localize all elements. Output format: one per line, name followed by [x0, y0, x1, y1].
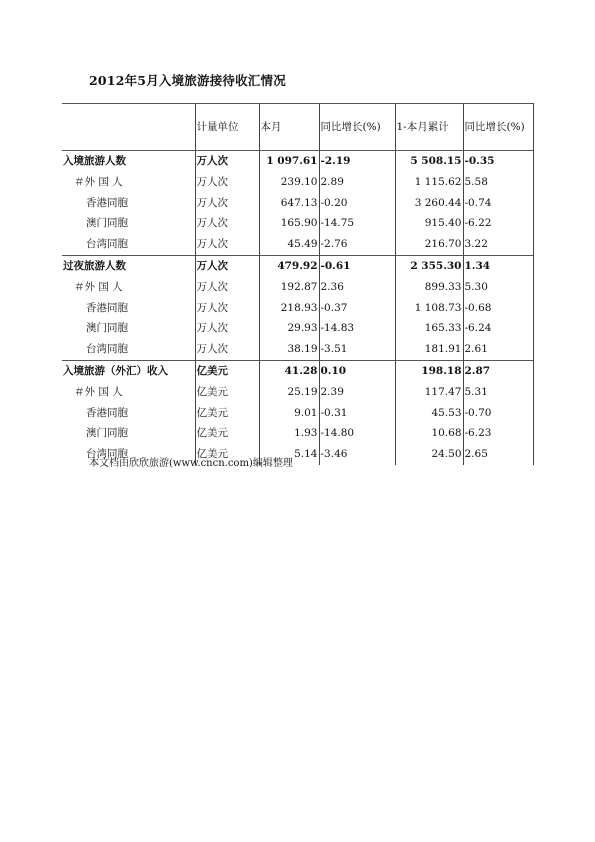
row-cumulative: 915.40: [395, 213, 463, 234]
row-yoy-cumulative: -6.22: [463, 213, 533, 234]
header-yoy-cumulative: 同比增长(%): [463, 104, 533, 151]
row-unit: 万人次: [195, 277, 259, 298]
row-yoy-month: -2.76: [319, 234, 395, 255]
row-yoy-cumulative: -0.74: [463, 193, 533, 214]
row-yoy-cumulative: 2.61: [463, 339, 533, 360]
row-month: 647.13: [259, 193, 319, 214]
row-name: 澳门同胞: [86, 217, 128, 230]
row-yoy-month: -14.75: [319, 213, 395, 234]
row-unit: 亿美元: [195, 444, 259, 465]
row-unit: 亿美元: [195, 423, 259, 444]
row-cumulative: 1 108.73: [395, 298, 463, 319]
row-unit: 亿美元: [195, 382, 259, 403]
row-yoy-month: 2.89: [319, 172, 395, 193]
row-name: 台湾同胞: [86, 238, 128, 251]
row-cumulative: 5 508.15: [395, 151, 463, 172]
row-yoy-month: 0.10: [319, 360, 395, 381]
header-yoy-month: 同比增长(%): [319, 104, 395, 151]
row-yoy-month: -2.19: [319, 151, 395, 172]
row-unit: 万人次: [195, 298, 259, 319]
row-name: ＃外 国 人: [74, 175, 123, 188]
row-unit: 亿美元: [195, 403, 259, 424]
row-name: ＃外 国 人: [74, 385, 123, 398]
row-unit: 亿美元: [195, 360, 259, 381]
table-row: [62, 213, 533, 234]
row-yoy-month: -0.37: [319, 298, 395, 319]
table-row-total: [62, 255, 533, 276]
row-month: 45.49: [259, 234, 319, 255]
table-row: [62, 298, 533, 319]
row-cumulative: 1 115.62: [395, 172, 463, 193]
row-cumulative: 45.53: [395, 403, 463, 424]
row-month: 239.10: [259, 172, 319, 193]
row-cumulative: 117.47: [395, 382, 463, 403]
row-yoy-month: 2.39: [319, 382, 395, 403]
row-cumulative: 24.50: [395, 444, 463, 465]
row-yoy-cumulative: -6.23: [463, 423, 533, 444]
table-row: [62, 234, 533, 255]
row-yoy-month: -3.46: [319, 444, 395, 465]
table-row: [62, 172, 533, 193]
row-name: 台湾同胞: [86, 448, 128, 461]
source-footnote: 本文档由欣欣旅游(www.cncn.com)编辑整理: [89, 458, 293, 469]
page-title: 2012年5月入境旅游接待收汇情况: [89, 73, 286, 88]
row-yoy-cumulative: -0.70: [463, 403, 533, 424]
row-name: 澳门同胞: [86, 427, 128, 440]
row-month: 41.28: [259, 360, 319, 381]
row-unit: 万人次: [195, 255, 259, 276]
row-yoy-cumulative: -6.24: [463, 318, 533, 339]
row-name: ＃外 国 人: [74, 280, 123, 293]
row-month: 38.19: [259, 339, 319, 360]
row-name: 入境旅游人数: [63, 155, 126, 167]
row-month: 1 097.61: [259, 151, 319, 172]
row-yoy-cumulative: -0.68: [463, 298, 533, 319]
row-month: 218.93: [259, 298, 319, 319]
row-cumulative: 216.70: [395, 234, 463, 255]
table-row: [62, 403, 533, 424]
row-yoy-cumulative: 3.22: [463, 234, 533, 255]
row-name: 香港同胞: [86, 301, 128, 314]
row-cumulative: 10.68: [395, 423, 463, 444]
row-yoy-month: -14.80: [319, 423, 395, 444]
row-name: 过夜旅游人数: [62, 255, 195, 276]
row-cumulative: 3 260.44: [395, 193, 463, 214]
row-yoy-month: -14.83: [319, 318, 395, 339]
row-cumulative: 899.33: [395, 277, 463, 298]
row-name: 台湾同胞: [86, 343, 128, 356]
row-yoy-cumulative: 1.34: [463, 255, 533, 276]
table-row-total: [62, 360, 533, 381]
row-name: 入境旅游（外汇）收入: [62, 360, 195, 381]
row-cumulative: 2 355.30: [395, 255, 463, 276]
header-item: [62, 104, 195, 151]
row-month: 192.87: [259, 277, 319, 298]
table-row: [62, 339, 533, 360]
tourism-statistics-table: [62, 103, 534, 465]
row-yoy-cumulative: 5.31: [463, 382, 533, 403]
row-name: 香港同胞: [86, 196, 128, 209]
row-month: 29.93: [259, 318, 319, 339]
row-month: 5.14: [259, 444, 319, 465]
row-month: 479.92: [259, 255, 319, 276]
row-month: 1.93: [259, 423, 319, 444]
row-unit: 万人次: [195, 234, 259, 255]
table-row: [62, 277, 533, 298]
row-name: 澳门同胞: [86, 322, 128, 335]
row-name: 香港同胞: [86, 406, 128, 419]
row-month: 165.90: [259, 213, 319, 234]
row-cumulative: 181.91: [395, 339, 463, 360]
row-cumulative: 198.18: [395, 360, 463, 381]
header-month: 本月: [259, 104, 319, 151]
table-row: [62, 382, 533, 403]
row-month: 25.19: [259, 382, 319, 403]
row-yoy-month: 2.36: [319, 277, 395, 298]
row-yoy-cumulative: 2.65: [463, 444, 533, 465]
row-yoy-month: -0.20: [319, 193, 395, 214]
table-row-total: [62, 151, 533, 172]
table-row: [62, 318, 533, 339]
row-unit: 万人次: [195, 151, 259, 172]
row-yoy-cumulative: -0.35: [463, 151, 533, 172]
row-month: 9.01: [259, 403, 319, 424]
row-unit: 万人次: [195, 193, 259, 214]
row-unit: 万人次: [195, 213, 259, 234]
header-unit: 计量单位: [195, 104, 259, 151]
row-unit: 万人次: [195, 172, 259, 193]
table-header-row: [62, 104, 533, 151]
row-yoy-cumulative: 5.58: [463, 172, 533, 193]
row-yoy-cumulative: 2.87: [463, 360, 533, 381]
row-yoy-month: -0.61: [319, 255, 395, 276]
row-yoy-cumulative: 5.30: [463, 277, 533, 298]
table-row: [62, 193, 533, 214]
row-unit: 万人次: [195, 339, 259, 360]
table-row: [62, 423, 533, 444]
row-cumulative: 165.33: [395, 318, 463, 339]
row-yoy-month: -0.31: [319, 403, 395, 424]
header-cumulative: 1-本月累计: [395, 104, 463, 151]
row-yoy-month: -3.51: [319, 339, 395, 360]
row-unit: 万人次: [195, 318, 259, 339]
